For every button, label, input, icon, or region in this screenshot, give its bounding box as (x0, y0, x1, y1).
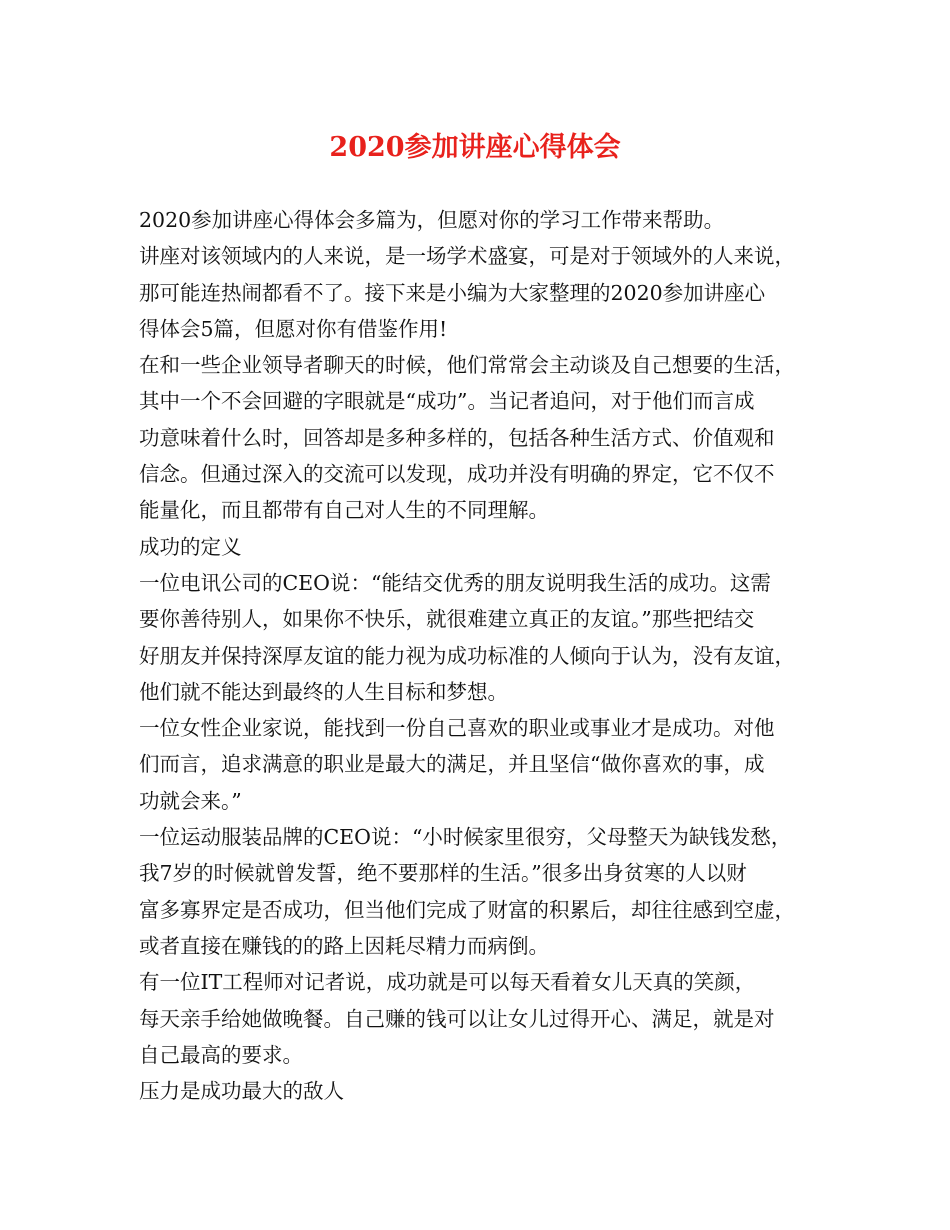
body-text-line: 富多寡界定是否成功，但当他们完成了财富的积累后，却往往感到空虚， (139, 897, 795, 922)
body-text-line: 好朋友并保持深厚友谊的能力视为成功标准的人倾向于认为，没有友谊， (139, 643, 795, 668)
body-text-line: 压力是成功最大的敌人 (139, 1079, 344, 1104)
body-text-line: 功就会来。” (139, 788, 242, 813)
body-text-line: 信念。但通过深入的交流可以发现，成功并没有明确的界定，它不仅不 (139, 462, 775, 487)
body-text-line: 成功的定义 (139, 534, 242, 559)
body-text-line: 每天亲手给她做晚餐。自己赚的钱可以让女儿过得开心、满足，就是对 (139, 1006, 775, 1031)
body-text-line: 一位运动服装品牌的CEO说：“小时候家里很穷，父母整天为缺钱发愁， (139, 825, 792, 850)
body-text-line: 有一位IT工程师对记者说，成功就是可以每天看着女儿天真的笑颜， (139, 970, 756, 995)
body-text-line: 要你善待别人，如果你不快乐，就很难建立真正的友谊。”那些把结交 (139, 607, 755, 632)
body-text-line: 自己最高的要求。 (139, 1042, 303, 1067)
body-text-line: 他们就不能达到最终的人生目标和梦想。 (139, 679, 508, 704)
body-text-line: 能量化，而且都带有自己对人生的不同理解。 (139, 498, 549, 523)
body-text-line: 其中一个不会回避的字眼就是“成功”。当记者追问，对于他们而言成 (139, 389, 755, 414)
document-title: 2020参加讲座心得体会 (329, 132, 621, 163)
body-text-line: 那可能连热闹都看不了。接下来是小编为大家整理的2020参加讲座心 (139, 280, 766, 305)
body-text-line: 在和一些企业领导者聊天的时候，他们常常会主动谈及自己想要的生活， (139, 353, 795, 378)
body-text-line: 我7岁的时候就曾发誓，绝不要那样的生活。”很多出身贫寒的人以财 (139, 861, 747, 886)
document-body (139, 202, 829, 1109)
body-text-line: 或者直接在赚钱的的路上因耗尽精力而病倒。 (139, 933, 549, 958)
body-text-line: 讲座对该领域内的人来说，是一场学术盛宴，可是对于领域外的人来说， (139, 244, 795, 269)
body-text-line: 一位女性企业家说，能找到一份自己喜欢的职业或事业才是成功。对他 (139, 716, 775, 741)
body-text-line: 们而言，追求满意的职业是最大的满足，并且坚信“做你喜欢的事，成 (139, 752, 765, 777)
body-text-line: 2020参加讲座心得体会多篇为，但愿对你的学习工作带来帮助。 (139, 208, 725, 232)
body-text-line: 功意味着什么时，回答却是多种多样的，包括各种生活方式、价值观和 (139, 425, 775, 450)
body-text-line: 得体会5篇，但愿对你有借鉴作用! (139, 316, 448, 341)
body-text-line: 一位电讯公司的CEO说：“能结交优秀的朋友说明我生活的成功。这需 (139, 570, 771, 595)
